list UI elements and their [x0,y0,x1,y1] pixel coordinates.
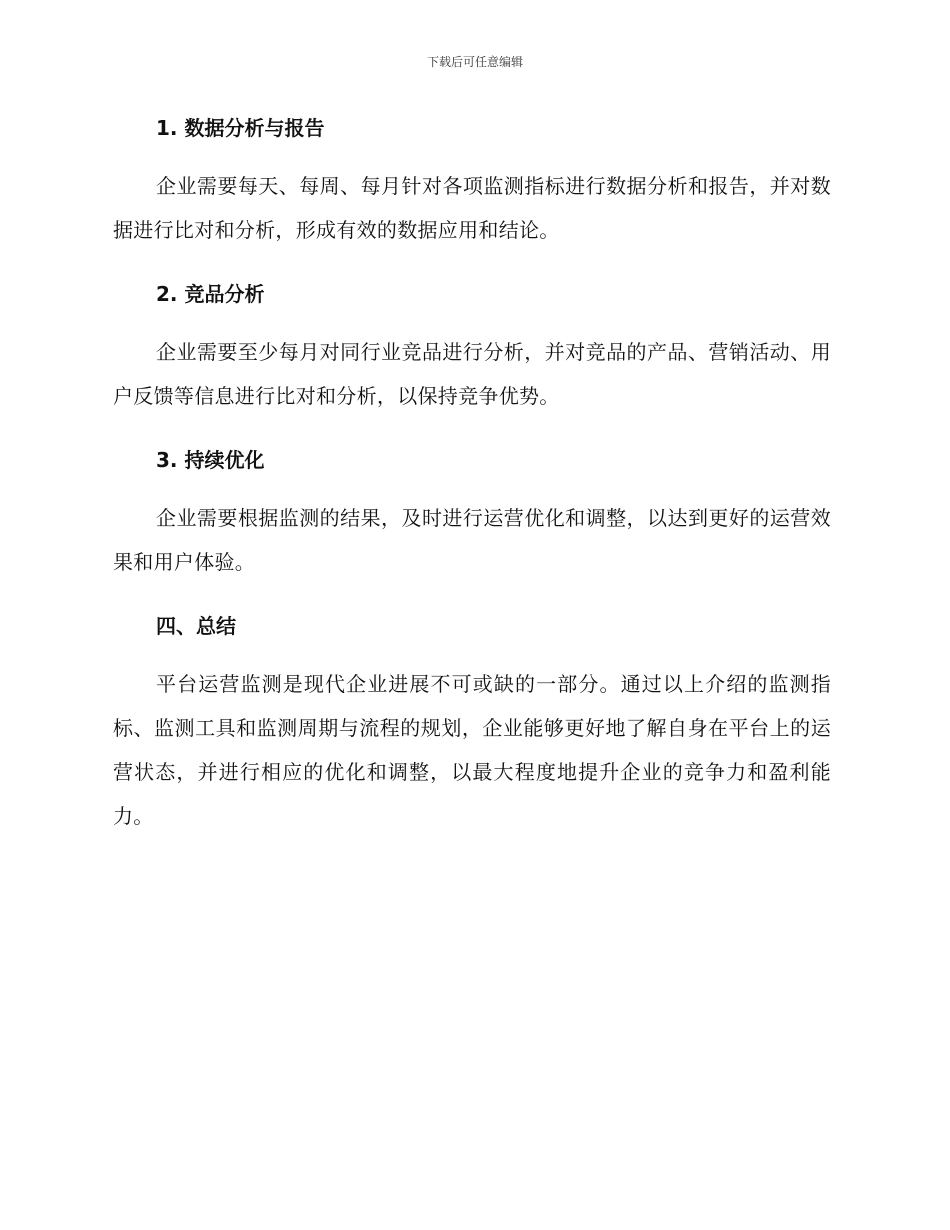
section-data-analysis [113,110,831,252]
section-heading: 3. 持续优化 [156,448,265,472]
section-paragraph: 企业需要根据监测的结果，及时进行运营优化和调整，以达到更好的运营效果和用户体验。 [113,506,831,574]
section-paragraph: 企业需要至少每月对同行业竞品进行分析，并对竞品的产品、营销活动、用户反馈等信息进行比对和分析，以保持竞争优势。 [113,340,831,408]
section-continuous-optimization [113,442,831,584]
section-heading: 1. 数据分析与报告 [156,116,325,140]
section-heading: 四、总结 [156,614,236,638]
section-summary [113,608,831,838]
section-paragraph: 企业需要每天、每周、每月针对各项监测指标进行数据分析和报告，并对数据进行比对和分析，形成有效的数据应用和结论。 [113,174,831,242]
page-header: 下载后可任意编辑 [426,55,523,69]
section-competitor-analysis [113,276,831,418]
document-body [113,110,831,838]
section-heading: 2. 竞品分析 [156,282,265,306]
section-paragraph: 平台运营监测是现代企业进展不可或缺的一部分。通过以上介绍的监测指标、监测工具和监测周期与流程的规划，企业能够更好地了解自身在平台上的运营状态，并进行相应的优化和调整，以最大程度地提升企业的竞争力和盈利能力。 [113,672,831,828]
